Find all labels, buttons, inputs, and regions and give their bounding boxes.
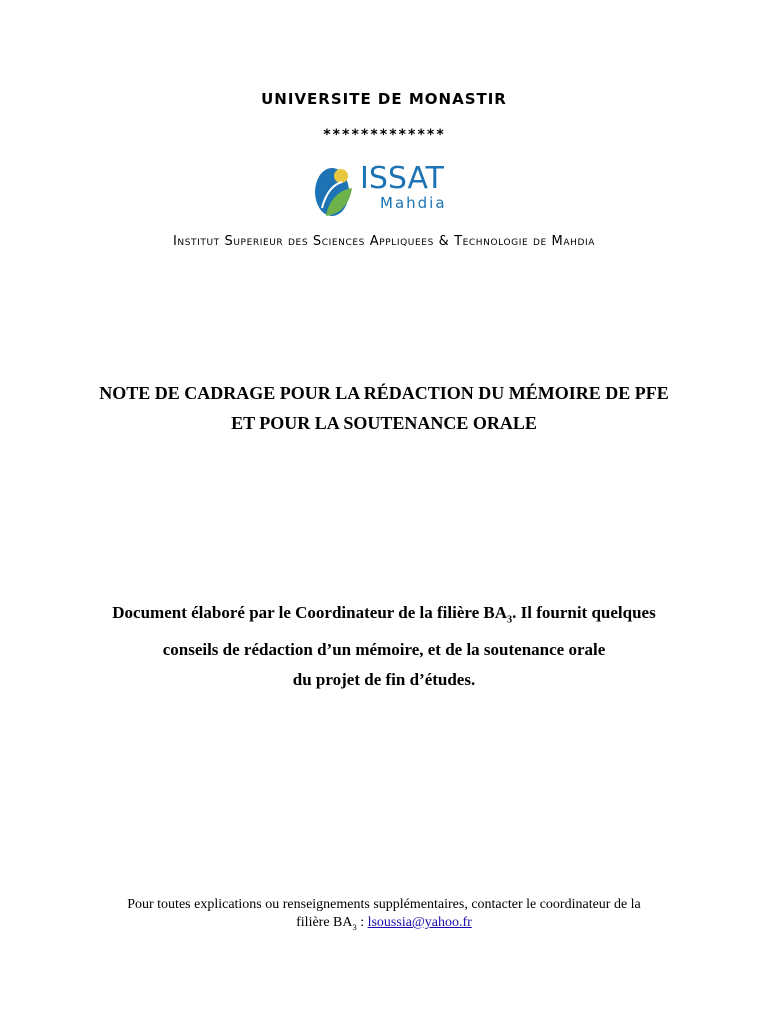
contact-line-2-text: filière BA <box>296 915 353 930</box>
title-line-1: NOTE DE CADRAGE POUR LA RÉDACTION DU MÉMOIRE DE PFE <box>99 383 669 403</box>
contact-colon: : <box>356 915 368 930</box>
logo-subtitle: Mahdia <box>380 194 447 212</box>
contact-line-2 <box>60 914 708 937</box>
email-link[interactable]: lsoussia@yahoo.fr <box>367 915 472 930</box>
institute-name: Institut Superieur des Sciences Appliquees & Technologie de Mahdia <box>172 234 596 249</box>
logo-emblem-icon <box>312 162 358 220</box>
contact-line-1: Pour toutes explications ou renseignements supplémentaires, contacter le coordinateur de la <box>127 897 641 912</box>
issat-logo <box>312 162 462 220</box>
description-line-1-text: Document élaboré par le Coordinateur de la filière BA <box>112 603 508 622</box>
description-line-3: du projet de fin d’études. <box>292 670 476 690</box>
document-title <box>40 378 728 438</box>
description-subscript: 3 <box>507 614 513 626</box>
document-description <box>60 598 708 695</box>
contact-note <box>60 896 708 937</box>
contact-subscript: 3 <box>352 922 357 932</box>
university-name: UNIVERSITE DE MONASTIR <box>261 90 507 108</box>
description-line-2: conseils de rédaction d’un mémoire, et de la soutenance orale <box>162 640 606 660</box>
separator-stars: ************* <box>322 127 446 143</box>
description-line-1-end: . Il fournit quelques <box>512 603 656 622</box>
title-line-2: ET POUR LA SOUTENANCE ORALE <box>231 413 537 433</box>
description-line-1 <box>60 598 708 635</box>
logo-name: ISSAT <box>360 161 445 196</box>
